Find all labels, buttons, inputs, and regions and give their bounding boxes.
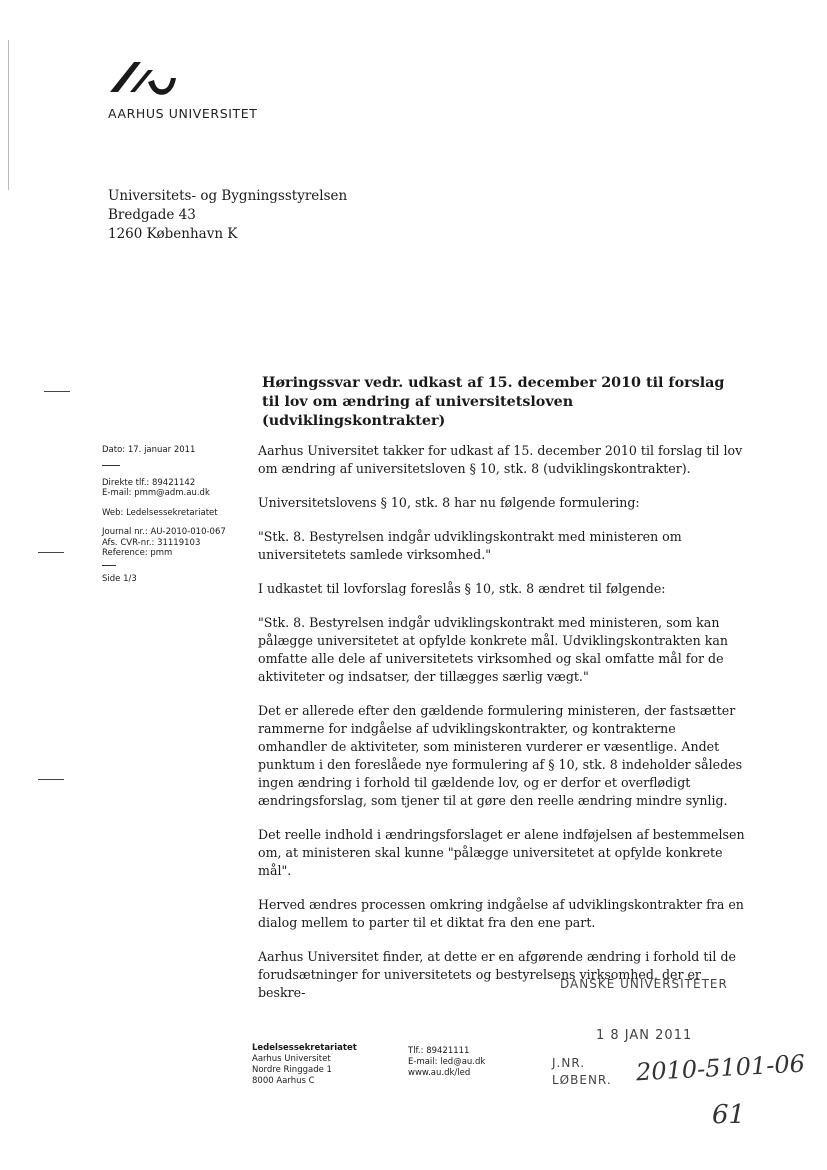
scan-edge-line [8, 40, 9, 190]
body-paragraph: Universitetslovens § 10, stk. 8 har nu følgende formulering: [258, 495, 640, 510]
body-paragraph: Aarhus Universitet takker for udkast af 15. december 2010 til forslag til lov om ændring af universitetsloven § 10, stk. 8 (udviklingskontrakter). [258, 443, 743, 476]
divider [102, 565, 116, 566]
recipient-line: Bredgade 43 [108, 207, 196, 223]
footer-line: Nordre Ringgade 1 [252, 1065, 332, 1075]
footer-contact [408, 1046, 485, 1079]
recipient-address [108, 187, 347, 244]
footer-unit-name: Ledelsessekretariatet [252, 1043, 357, 1053]
footer-line: 8000 Aarhus C [252, 1076, 315, 1086]
letter-meta-sidebar [102, 445, 252, 584]
aarhus-university-logo [108, 58, 178, 98]
body-paragraph: I udkastet til lovforslag foreslås § 10, stk. 8 ændret til følgende: [258, 581, 666, 596]
reference: Reference: pmm [102, 548, 173, 558]
divider [102, 465, 120, 466]
handwritten-page-number: 61 [712, 1100, 746, 1130]
logo-text: AARHUS UNIVERSITET [108, 106, 258, 121]
body-paragraph: Herved ændres processen omkring indgåelse af udviklingskontrakter fra en dialog mellem to parter til et diktat fra den ene part. [258, 897, 744, 930]
letter-body [258, 442, 748, 1018]
letter-date: Dato: 17. januar 2011 [102, 445, 196, 455]
footer-web: www.au.dk/led [408, 1068, 471, 1078]
quote-paragraph: "Stk. 8. Bestyrelsen indgår udviklingskontrakt med ministeren, som kan pålægge universitetet at opfylde konkrete mål. Udviklingskontrakten kan omfatte alle dele af universitetets virksomhed og skal omfatte mål for de aktiviteter og indsatser, der tillægges særlig vægt." [258, 615, 728, 684]
stamp-date: 1 8 JAN 2011 [596, 1028, 693, 1043]
footer-unit [252, 1043, 357, 1087]
handwritten-case-number: 2010-5101-06 [635, 1049, 806, 1087]
body-paragraph: Det reelle indhold i ændringsforslaget er alene indføjelsen af bestemmelsen om, at ministeren skal kunne "pålægge universitetet at opfylde konkrete mål". [258, 827, 745, 878]
stamp-jnr-label: J.NR. [552, 1056, 586, 1070]
email: E-mail: pmm@adm.au.dk [102, 488, 210, 498]
page-number: Side 1/3 [102, 573, 137, 584]
web: Web: Ledelsessekretariatet [102, 507, 218, 518]
footer-line: Aarhus Universitet [252, 1054, 331, 1064]
footer-phone: Tlf.: 89421111 [408, 1046, 470, 1056]
letter-subject: Høringssvar vedr. udkast af 15. december 2010 til forslag til lov om ændring af universitetsloven (udviklingskontrakter) [262, 375, 725, 429]
fold-mark [38, 779, 64, 780]
direct-phone: Direkte tlf.: 89421142 [102, 477, 196, 488]
quote-paragraph: "Stk. 8. Bestyrelsen indgår udviklingskontrakt med ministeren om universitetets samlede virksomhed." [258, 529, 682, 562]
body-paragraph: Det er allerede efter den gældende formulering ministeren, der fastsætter rammerne for indgåelse af udviklingskontrakter, og kontrakterne omhandler de aktiviteter, som ministeren vurderer er væsentlige. Andet punktum i den foreslåede nye formulering af § 10, stk. 8 indeholder således ingen ændring i forhold til gældende lov, og er derfor et overflødigt ændringsforslag, som tjener til at gøre den reelle ændring mindre synlig. [258, 703, 743, 808]
fold-mark [38, 552, 64, 553]
stamp-lobenr-label: LØBENR. [552, 1073, 612, 1087]
body-paragraph: Aarhus Universitet finder, at dette er en afgørende ændring i forhold til de forudsætninger for universitetets og bestyrelsens virksomhed, der er beskre- [258, 949, 736, 1000]
cvr-number: Afs. CVR-nr.: 31119103 [102, 537, 201, 548]
journal-number: Journal nr.: AU-2010-010-067 [102, 527, 226, 537]
stamp-header: DANSKE UNIVERSITETER [560, 977, 728, 991]
fold-mark [44, 391, 70, 392]
recipient-line: 1260 København K [108, 226, 238, 242]
footer-email: E-mail: led@au.dk [408, 1057, 486, 1067]
recipient-line: Universitets- og Bygningsstyrelsen [108, 188, 348, 204]
